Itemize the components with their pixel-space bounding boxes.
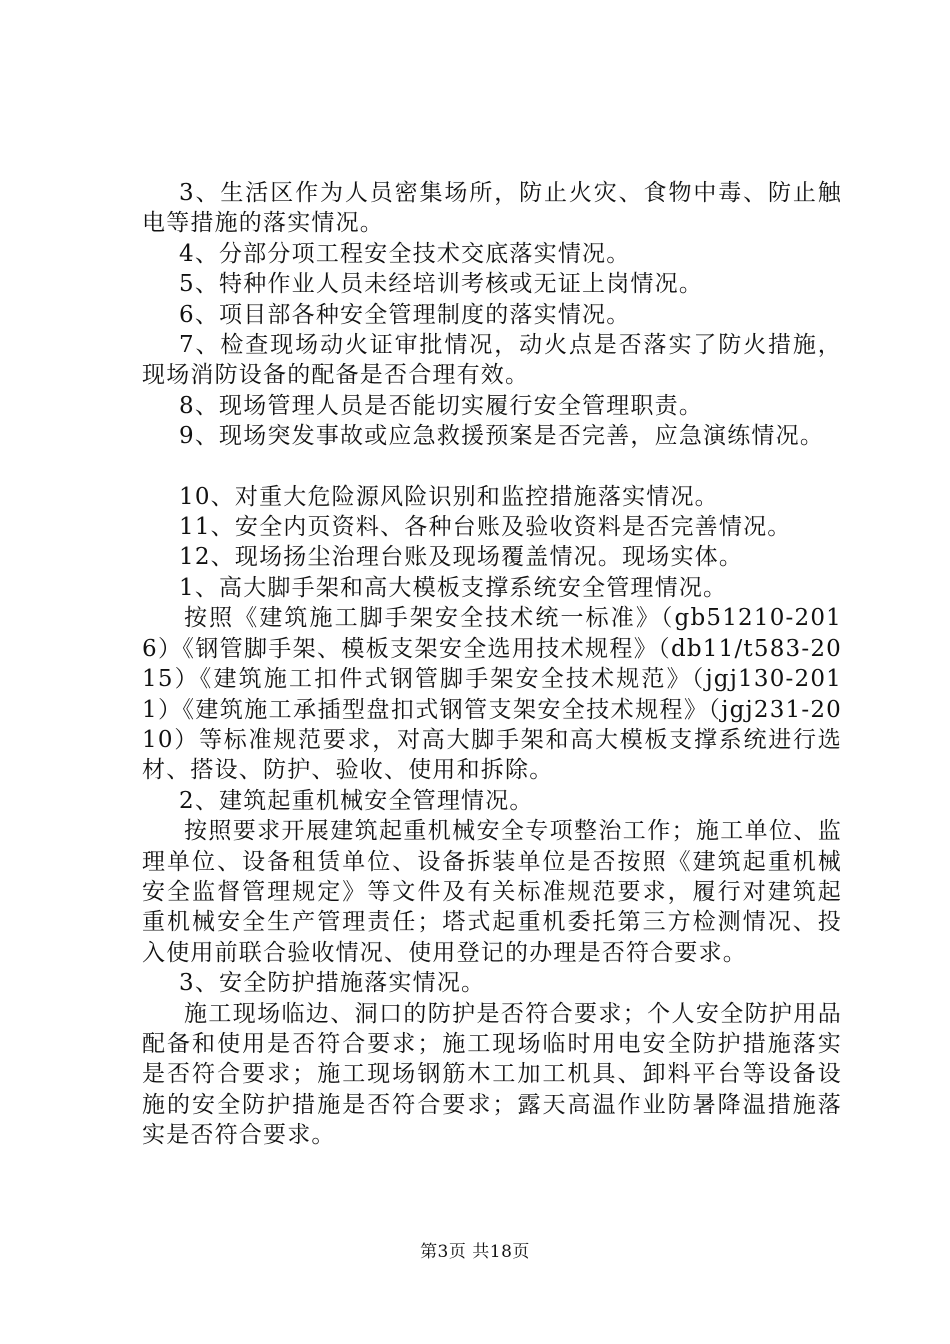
page-number-footer: 第3页 共18页	[420, 1242, 530, 1262]
paragraph-item-5-special-operators: 5、特种作业人员未经培训考核或无证上岗情况。	[179, 271, 704, 298]
paragraph-heading-2-cranes: 2、建筑起重机械安全管理情况。	[179, 787, 534, 814]
document-body	[142, 178, 842, 1151]
paragraph-item-7-hot-work-permit: 7、检查现场动火证审批情况，动火点是否落实了防火措施，现场消防设备的配备是否合理有效。	[142, 332, 842, 389]
paragraph-scaffolding-standards: 按照《建筑施工脚手架安全技术统一标准》（gb51210-2016）《钢管脚手架、模板支架安全选用技术规程》（db11/t583-2015）《建筑施工扣件式钢管脚手架安全技术规范》（jgj130-2011）《建筑施工承插型盘扣式钢管支架安全技术规程》（jgj231-2010）等标准规范要求，对高大脚手架和高大模板支撑系统进行选材、搭设、防护、验收、使用和拆除。	[142, 605, 842, 784]
paragraph-item-12-dust-control: 12、现场扬尘治理台账及现场覆盖情况。现场实体。	[179, 544, 744, 571]
paragraph-protection-requirements: 施工现场临边、洞口的防护是否符合要求；个人安全防护用品配备和使用是否符合要求；施工现场临时用电安全防护措施落实是否符合要求；施工现场钢筋木工加工机具、卸料平台等设备设施的安全防护措施是否符合要求；露天高温作业防暑降温措施落实是否符合要求。	[142, 1000, 842, 1149]
paragraph-heading-1-scaffolding: 1、高大脚手架和高大模板支撑系统安全管理情况。	[179, 574, 728, 601]
paragraph-crane-requirements: 按照要求开展建筑起重机械安全专项整治工作；施工单位、监理单位、设备租赁单位、设备拆装单位是否按照《建筑起重机械安全监督管理规定》等文件及有关标准规范要求，履行对建筑起重机械安全生产管理责任；塔式起重机委托第三方检测情况、投入使用前联合验收情况、使用登记的办理是否符合要求。	[142, 818, 842, 966]
paragraph-item-10-hazard-sources: 10、对重大危险源风险识别和监控措施落实情况。	[179, 483, 719, 510]
paragraph-spacer	[142, 452, 842, 482]
paragraph-item-3-living-area: 3、生活区作为人员密集场所，防止火灾、食物中毒、防止触电等措施的落实情况。	[142, 180, 842, 237]
paragraph-item-9-emergency-plan: 9、现场突发事故或应急救援预案是否完善，应急演练情况。	[179, 423, 825, 450]
paragraph-heading-3-protection: 3、安全防护措施落实情况。	[179, 970, 486, 997]
paragraph-item-4-technical-briefing: 4、分部分项工程安全技术交底落实情况。	[179, 240, 631, 267]
paragraph-item-11-safety-records: 11、安全内页资料、各种台账及验收资料是否完善情况。	[179, 514, 792, 541]
paragraph-item-8-manager-duties: 8、现场管理人员是否能切实履行安全管理职责。	[179, 392, 704, 419]
paragraph-item-6-management-system: 6、项目部各种安全管理制度的落实情况。	[179, 301, 631, 328]
